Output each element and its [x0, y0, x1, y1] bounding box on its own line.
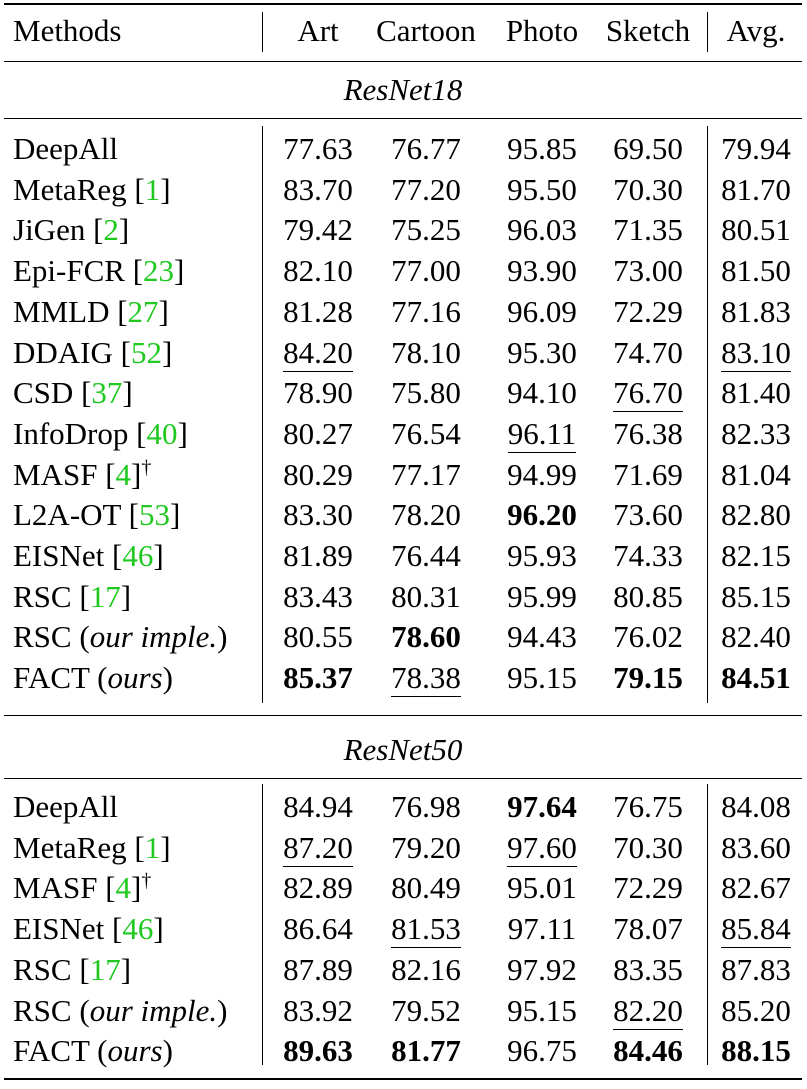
value-avg	[707, 910, 805, 948]
value-photo	[495, 659, 589, 697]
value-text: 95.93	[507, 538, 577, 573]
value-text: 84.94	[283, 789, 353, 824]
value-art	[262, 456, 374, 494]
bottom-rule	[4, 1078, 802, 1080]
value-text: 81.77	[391, 1033, 461, 1068]
citation-link[interactable]: 23	[143, 253, 175, 288]
value-text: 82.67	[721, 870, 791, 905]
value-art	[262, 171, 374, 209]
method-cell: InfoDrop [40]	[13, 416, 188, 451]
value-sketch	[596, 374, 700, 412]
value-art	[262, 130, 374, 168]
value-text: 78.38	[391, 660, 461, 695]
value-avg	[707, 252, 805, 290]
method-cell: L2A-OT [53]	[13, 497, 181, 532]
value-cartoon	[366, 992, 486, 1030]
value-sketch	[596, 951, 700, 989]
value-text: 96.11	[507, 416, 577, 451]
value-text: 95.01	[507, 870, 577, 905]
citation-link[interactable]: 46	[122, 911, 154, 946]
value-photo	[495, 788, 589, 826]
value-sketch	[596, 293, 700, 331]
header-art: Art	[297, 13, 339, 48]
citation-link[interactable]: 37	[91, 375, 123, 410]
value-text: 77.16	[391, 294, 461, 329]
citation-link[interactable]: 53	[139, 497, 170, 532]
value-art	[262, 829, 374, 867]
value-art	[262, 252, 374, 290]
value-text: 76.44	[391, 538, 461, 573]
value-text: 83.10	[721, 335, 791, 370]
value-text: 79.94	[721, 131, 791, 166]
value-sketch	[596, 496, 700, 534]
value-text: 93.90	[507, 253, 577, 288]
value-text: 85.37	[283, 660, 353, 695]
section-end-rule	[4, 715, 802, 716]
value-avg	[707, 992, 805, 1030]
citation-link[interactable]: 46	[122, 538, 154, 573]
value-text: 85.20	[721, 993, 791, 1028]
value-sketch	[596, 829, 700, 867]
value-text: 81.04	[721, 457, 791, 492]
value-text: 73.00	[613, 253, 683, 288]
value-avg	[707, 869, 805, 907]
value-text: 70.30	[613, 830, 683, 865]
value-text: 79.52	[391, 993, 461, 1028]
value-text: 89.63	[283, 1033, 353, 1068]
value-text: 83.92	[283, 993, 353, 1028]
value-photo	[495, 211, 589, 249]
value-text: 83.60	[721, 830, 791, 865]
citation-link[interactable]: 4	[115, 870, 132, 905]
method-note: ours	[107, 660, 163, 695]
value-text: 80.49	[391, 870, 461, 905]
value-cartoon	[366, 1032, 486, 1070]
value-avg	[707, 578, 805, 616]
method-name: Epi-FCR	[13, 253, 125, 288]
value-text: 82.80	[721, 497, 791, 532]
value-text: 80.55	[283, 619, 353, 654]
value-text: 83.43	[283, 579, 353, 614]
value-text: 81.50	[721, 253, 791, 288]
method-cell: RSC (our imple.)	[13, 619, 228, 654]
value-text: 71.35	[613, 212, 683, 247]
citation-link[interactable]: 17	[89, 579, 121, 614]
value-text: 96.09	[507, 294, 577, 329]
value-art	[262, 788, 374, 826]
value-sketch	[596, 618, 700, 656]
value-art	[262, 334, 374, 372]
header-divider-left	[262, 12, 263, 52]
value-text: 94.43	[507, 619, 577, 654]
value-text: 77.20	[391, 172, 461, 207]
citation-link[interactable]: 27	[127, 294, 159, 329]
value-text: 76.02	[613, 619, 683, 654]
section-title-resnet18: ResNet18	[343, 72, 463, 107]
method-name: L2A-OT	[13, 497, 121, 532]
value-avg	[707, 130, 805, 168]
method-note: ours	[107, 1033, 163, 1068]
value-art	[262, 578, 374, 616]
value-cartoon	[366, 788, 486, 826]
method-name: FACT	[13, 1033, 90, 1068]
value-text: 82.16	[391, 952, 461, 987]
value-text: 95.15	[507, 660, 577, 695]
value-text: 81.83	[721, 294, 791, 329]
value-avg	[707, 829, 805, 867]
value-text: 84.20	[283, 335, 353, 370]
value-text: 85.84	[721, 911, 791, 946]
method-cell: FACT (ours)	[13, 660, 173, 695]
value-art	[262, 869, 374, 907]
method-cell: MetaReg [1]	[13, 172, 171, 207]
value-text: 74.70	[613, 335, 683, 370]
value-sketch	[596, 869, 700, 907]
value-text: 86.64	[283, 911, 353, 946]
value-sketch	[596, 211, 700, 249]
header-rule	[4, 61, 802, 62]
method-cell: MMLD [27]	[13, 294, 169, 329]
citation-link[interactable]: 17	[89, 952, 121, 987]
citation-link[interactable]: 1	[144, 172, 161, 207]
value-text: 80.29	[283, 457, 353, 492]
header-photo: Photo	[505, 13, 579, 48]
method-name: MASF	[13, 870, 98, 905]
value-sketch	[596, 992, 700, 1030]
value-cartoon	[366, 910, 486, 948]
value-photo	[495, 252, 589, 290]
value-text: 75.80	[391, 375, 461, 410]
method-name: MMLD	[13, 294, 110, 329]
value-cartoon	[366, 374, 486, 412]
method-name: EISNet	[13, 538, 105, 573]
value-text: 78.90	[283, 375, 353, 410]
value-art	[262, 415, 374, 453]
header-cartoon: Cartoon	[376, 13, 476, 48]
value-cartoon	[366, 496, 486, 534]
value-text: 87.89	[283, 952, 353, 987]
value-cartoon	[366, 618, 486, 656]
value-text: 76.38	[613, 416, 683, 451]
method-note: our imple.	[89, 619, 218, 654]
value-sketch	[596, 910, 700, 948]
value-text: 71.69	[613, 457, 683, 492]
value-text: 96.75	[507, 1033, 577, 1068]
value-avg	[707, 334, 805, 372]
value-sketch	[596, 1032, 700, 1070]
value-art	[262, 537, 374, 575]
value-text: 76.98	[391, 789, 461, 824]
value-text: 78.10	[391, 335, 461, 370]
value-text: 81.28	[283, 294, 353, 329]
value-art	[262, 211, 374, 249]
value-avg	[707, 537, 805, 575]
value-text: 87.20	[283, 830, 353, 865]
value-cartoon	[366, 456, 486, 494]
value-text: 95.85	[507, 131, 577, 166]
value-text: 80.27	[283, 416, 353, 451]
value-text: 97.92	[507, 952, 577, 987]
value-text: 82.20	[613, 993, 683, 1028]
value-art	[262, 659, 374, 697]
value-avg	[707, 496, 805, 534]
citation-link[interactable]: 2	[103, 212, 119, 247]
value-text: 85.15	[721, 579, 791, 614]
value-photo	[495, 618, 589, 656]
value-text: 95.99	[507, 579, 577, 614]
value-text: 95.15	[507, 993, 577, 1028]
value-cartoon	[366, 869, 486, 907]
value-text: 77.63	[283, 131, 353, 166]
value-photo	[495, 293, 589, 331]
value-text: 72.29	[613, 294, 683, 329]
value-photo	[495, 869, 589, 907]
value-art	[262, 951, 374, 989]
value-avg	[707, 374, 805, 412]
value-photo	[495, 951, 589, 989]
method-name: InfoDrop	[13, 416, 129, 451]
value-text: 73.60	[613, 497, 683, 532]
method-cell: DDAIG [52]	[13, 335, 173, 370]
value-text: 81.53	[391, 911, 461, 946]
value-art	[262, 374, 374, 412]
value-cartoon	[366, 293, 486, 331]
value-art	[262, 910, 374, 948]
method-name: EISNet	[13, 911, 105, 946]
value-cartoon	[366, 415, 486, 453]
method-cell	[13, 788, 118, 826]
dagger-mark: †	[141, 869, 152, 892]
citation-link[interactable]: 52	[130, 335, 162, 370]
method-name: DDAIG	[13, 335, 113, 370]
method-name: CSD	[13, 375, 74, 410]
value-cartoon	[366, 334, 486, 372]
value-sketch	[596, 130, 700, 168]
value-cartoon	[366, 578, 486, 616]
method-name: RSC	[13, 619, 72, 654]
value-photo	[495, 992, 589, 1030]
value-photo	[495, 456, 589, 494]
value-photo	[495, 415, 589, 453]
value-text: 83.70	[283, 172, 353, 207]
value-text: 84.51	[721, 660, 791, 695]
citation-link[interactable]: 40	[146, 416, 178, 451]
method-name: MetaReg	[13, 830, 127, 865]
value-text: 78.20	[391, 497, 461, 532]
value-text: 96.03	[507, 212, 577, 247]
value-photo	[495, 578, 589, 616]
value-text: 82.40	[721, 619, 791, 654]
method-cell: EISNet [46]	[13, 911, 164, 946]
value-photo	[495, 537, 589, 575]
value-cartoon	[366, 171, 486, 209]
method-cell: MASF [4]†	[13, 869, 152, 905]
method-name: RSC	[13, 952, 72, 987]
value-text: 84.46	[613, 1033, 683, 1068]
value-photo	[495, 374, 589, 412]
value-art	[262, 618, 374, 656]
value-sketch	[596, 456, 700, 494]
value-art	[262, 1032, 374, 1070]
header-divider-right	[707, 12, 708, 52]
value-cartoon	[366, 252, 486, 290]
citation-link[interactable]: 1	[144, 830, 161, 865]
value-text: 77.00	[391, 253, 461, 288]
method-name: FACT	[13, 660, 90, 695]
value-art	[262, 992, 374, 1030]
value-sketch	[596, 788, 700, 826]
method-name: MASF	[13, 457, 98, 492]
section-rule	[4, 778, 802, 779]
value-text: 79.20	[391, 830, 461, 865]
value-text: 80.85	[613, 579, 683, 614]
value-text: 84.08	[721, 789, 791, 824]
value-avg	[707, 951, 805, 989]
value-text: 72.29	[613, 870, 683, 905]
value-text: 74.33	[613, 538, 683, 573]
value-text: 80.51	[721, 212, 791, 247]
method-note: our imple.	[89, 993, 218, 1028]
value-text: 94.10	[507, 375, 577, 410]
value-avg	[707, 659, 805, 697]
header-methods: Methods	[13, 13, 122, 48]
value-text: 76.77	[391, 131, 461, 166]
value-sketch	[596, 578, 700, 616]
value-photo	[495, 910, 589, 948]
value-text: 78.07	[613, 911, 683, 946]
dagger-mark: †	[141, 456, 152, 479]
value-avg	[707, 456, 805, 494]
value-text: 97.60	[507, 830, 577, 865]
value-sketch	[596, 415, 700, 453]
value-photo	[495, 334, 589, 372]
value-text: 78.60	[391, 619, 461, 654]
value-text: 95.50	[507, 172, 577, 207]
value-sketch	[596, 334, 700, 372]
method-name: DeepAll	[13, 789, 119, 824]
value-photo	[495, 130, 589, 168]
method-cell: Epi-FCR [23]	[13, 253, 185, 288]
value-avg	[707, 211, 805, 249]
value-photo	[495, 496, 589, 534]
value-text: 70.30	[613, 172, 683, 207]
value-avg	[707, 171, 805, 209]
value-photo	[495, 1032, 589, 1070]
method-cell: CSD [37]	[13, 375, 133, 410]
value-cartoon	[366, 130, 486, 168]
value-photo	[495, 829, 589, 867]
method-cell: RSC [17]	[13, 952, 132, 987]
value-text: 69.50	[613, 131, 683, 166]
value-text: 80.31	[391, 579, 461, 614]
method-cell: EISNet [46]	[13, 538, 164, 573]
value-text: 83.30	[283, 497, 353, 532]
method-name: RSC	[13, 579, 72, 614]
method-name: DeepAll	[13, 131, 119, 166]
method-cell: MetaReg [1]	[13, 830, 171, 865]
value-sketch	[596, 171, 700, 209]
value-avg	[707, 415, 805, 453]
value-sketch	[596, 659, 700, 697]
value-cartoon	[366, 829, 486, 867]
value-text: 94.99	[507, 457, 577, 492]
value-text: 79.15	[613, 660, 683, 695]
value-text: 77.17	[391, 457, 461, 492]
value-art	[262, 293, 374, 331]
value-text: 75.25	[391, 212, 461, 247]
value-text: 81.40	[721, 375, 791, 410]
section-rule	[4, 118, 802, 119]
value-text: 76.70	[613, 375, 683, 410]
value-text: 76.75	[613, 789, 683, 824]
value-text: 96.20	[507, 497, 577, 532]
method-cell: RSC (our imple.)	[13, 993, 228, 1028]
header-sketch: Sketch	[605, 13, 691, 48]
value-text: 87.83	[721, 952, 791, 987]
method-cell	[13, 130, 118, 168]
value-text: 81.70	[721, 172, 791, 207]
method-name: JiGen	[13, 212, 86, 247]
value-text: 97.11	[507, 911, 577, 946]
value-photo	[495, 171, 589, 209]
value-text: 81.89	[283, 538, 353, 573]
method-cell: JiGen [2]	[13, 212, 130, 247]
citation-link[interactable]: 4	[115, 457, 132, 492]
value-cartoon	[366, 951, 486, 989]
value-cartoon	[366, 659, 486, 697]
value-avg	[707, 618, 805, 656]
value-sketch	[596, 252, 700, 290]
value-text: 95.30	[507, 335, 577, 370]
value-text: 82.10	[283, 253, 353, 288]
section-title-resnet50: ResNet50	[343, 732, 463, 767]
value-text: 82.89	[283, 870, 353, 905]
value-avg	[707, 293, 805, 331]
value-text: 79.42	[283, 212, 353, 247]
method-cell: MASF [4]†	[13, 456, 152, 492]
value-text: 82.15	[721, 538, 791, 573]
method-cell: FACT (ours)	[13, 1033, 173, 1068]
value-text: 97.64	[507, 789, 577, 824]
value-cartoon	[366, 211, 486, 249]
value-cartoon	[366, 537, 486, 575]
header-avg: Avg.	[726, 13, 786, 48]
value-text: 83.35	[613, 952, 683, 987]
value-sketch	[596, 537, 700, 575]
top-rule	[4, 3, 802, 5]
method-name: MetaReg	[13, 172, 127, 207]
value-art	[262, 496, 374, 534]
method-cell: RSC [17]	[13, 579, 132, 614]
value-text: 76.54	[391, 416, 461, 451]
value-avg	[707, 1032, 805, 1070]
method-name: RSC	[13, 993, 72, 1028]
value-text: 82.33	[721, 416, 791, 451]
value-text: 88.15	[721, 1033, 791, 1068]
value-avg	[707, 788, 805, 826]
